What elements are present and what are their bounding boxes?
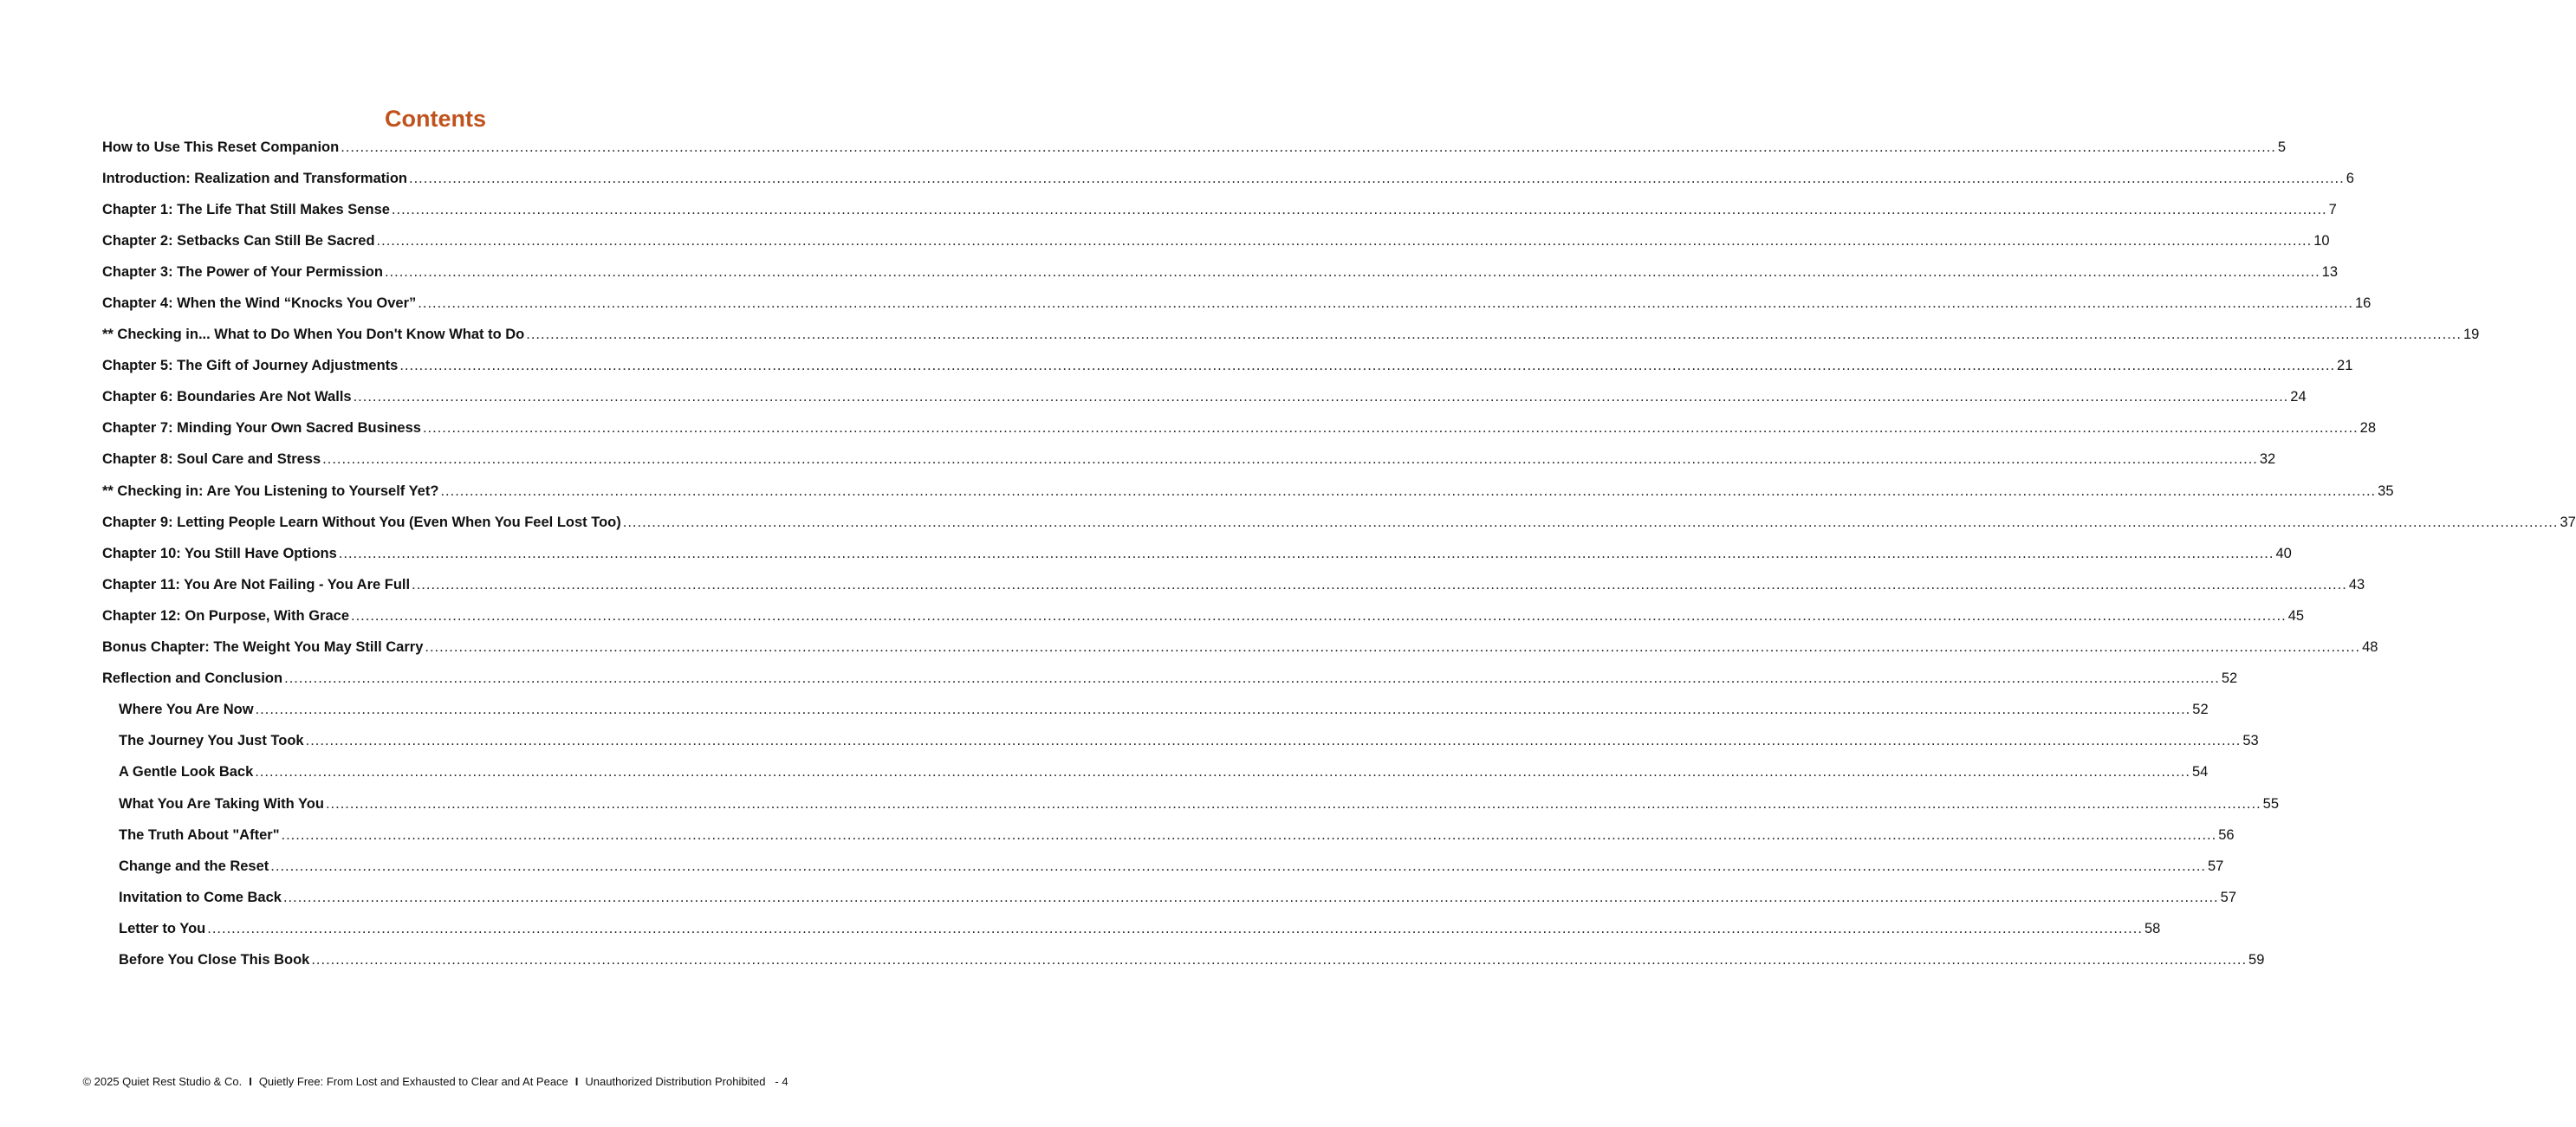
dot-leader: ................................................................................................................................................................................................................................................................................................................................................................................................................ — [391, 201, 2327, 217]
toc-entry[interactable] — [102, 351, 2353, 382]
toc-entry-page-number: 13 — [2321, 263, 2339, 280]
toc-entry-page-number: 52 — [2192, 702, 2209, 718]
toc-entry-label: Introduction: Realization and Transformation — [102, 170, 408, 186]
toc-entry-label: A Gentle Look Back — [119, 764, 254, 780]
table-of-contents — [102, 132, 2576, 976]
toc-entry[interactable] — [102, 194, 2337, 225]
toc-entry-page-number: 56 — [2218, 826, 2235, 843]
dot-leader: ................................................................................................................................................................................................................................................................................................................................................................................................................ — [526, 327, 2462, 343]
dot-leader: ................................................................................................................................................................................................................................................................................................................................................................................................................ — [311, 951, 2248, 968]
dot-leader: ................................................................................................................................................................................................................................................................................................................................................................................................................ — [351, 607, 2287, 624]
dot-leader: ................................................................................................................................................................................................................................................................................................................................................................................................................ — [255, 764, 2190, 780]
toc-entry[interactable] — [102, 851, 2224, 882]
dot-leader: ................................................................................................................................................................................................................................................................................................................................................................................................................ — [322, 451, 2258, 468]
toc-entry-label: Chapter 2: Setbacks Can Still Be Sacred — [102, 232, 375, 249]
toc-entry-label: Letter to You — [119, 920, 206, 936]
toc-entry-label: Chapter 4: When the Wind “Knocks You Over” — [102, 295, 417, 312]
dot-leader: ................................................................................................................................................................................................................................................................................................................................................................................................................ — [305, 733, 2242, 749]
toc-entry[interactable] — [102, 288, 2372, 319]
dot-leader: ................................................................................................................................................................................................................................................................................................................................................................................................................ — [255, 702, 2191, 718]
toc-entry-label: Bonus Chapter: The Weight You May Still Carry — [102, 639, 424, 656]
toc-entry-page-number: 53 — [2242, 733, 2259, 749]
toc-entry[interactable] — [102, 320, 2480, 351]
toc-entry-label: Reflection and Conclusion — [102, 670, 283, 687]
toc-entry-label: The Truth About "After" — [119, 826, 280, 843]
toc-entry-label: Chapter 6: Boundaries Are Not Walls — [102, 389, 352, 405]
toc-entry-page-number: 5 — [2277, 139, 2287, 155]
dot-leader: ................................................................................................................................................................................................................................................................................................................................................................................................................ — [440, 483, 2377, 499]
footer-separator: I — [574, 1075, 579, 1088]
toc-entry-label: Chapter 7: Minding Your Own Sacred Business — [102, 420, 421, 437]
toc-entry-label: Chapter 10: You Still Have Options — [102, 545, 337, 561]
toc-entry-label: How to Use This Reset Companion — [102, 139, 340, 155]
toc-entry-label: Invitation to Come Back — [119, 889, 282, 905]
toc-entry-page-number: 48 — [2362, 639, 2378, 656]
toc-entry-page-number: 24 — [2290, 389, 2307, 405]
toc-entry-page-number: 52 — [2221, 670, 2238, 687]
footer-notice: Unauthorized Distribution Prohibited — [585, 1075, 766, 1088]
toc-entry-label: Change and the Reset — [119, 858, 269, 874]
dot-leader: ................................................................................................................................................................................................................................................................................................................................................................................................................ — [384, 263, 2320, 280]
toc-entry-page-number: 6 — [2346, 170, 2354, 186]
toc-entry[interactable] — [102, 413, 2377, 444]
footer-separator: I — [249, 1075, 252, 1088]
toc-entry-label: Chapter 5: The Gift of Journey Adjustments — [102, 358, 399, 374]
toc-entry-label: Chapter 8: Soul Care and Stress — [102, 451, 321, 468]
toc-entry-label: ** Checking in: Are You Listening to Yourself Yet? — [102, 483, 439, 499]
toc-entry-page-number: 40 — [2275, 545, 2292, 561]
toc-entry-page-number: 54 — [2191, 764, 2209, 780]
dot-leader: ................................................................................................................................................................................................................................................................................................................................................................................................................ — [353, 389, 2289, 405]
toc-entry[interactable] — [102, 382, 2307, 413]
toc-entry-page-number: 37 — [2560, 514, 2576, 530]
toc-entry-label: The Journey You Just Took — [119, 733, 304, 749]
toc-entry[interactable] — [102, 569, 2365, 600]
toc-entry[interactable] — [102, 726, 2259, 757]
toc-entry-page-number: 7 — [2328, 201, 2337, 217]
footer-copyright: © 2025 Quiet Rest Studio & Co. — [82, 1075, 243, 1088]
toc-entry-label: Chapter 1: The Life That Still Makes Sense — [102, 201, 390, 217]
dot-leader: ................................................................................................................................................................................................................................................................................................................................................................................................................ — [338, 545, 2274, 561]
dot-leader: ................................................................................................................................................................................................................................................................................................................................................................................................................ — [399, 358, 2336, 374]
toc-entry[interactable] — [102, 664, 2238, 695]
toc-entry-label: Chapter 12: On Purpose, With Grace — [102, 607, 349, 624]
page-title: Contents — [385, 106, 486, 132]
dot-leader: ................................................................................................................................................................................................................................................................................................................................................................................................................ — [622, 514, 2559, 530]
dot-leader: ................................................................................................................................................................................................................................................................................................................................................................................................................ — [341, 139, 2276, 155]
toc-entry[interactable] — [102, 132, 2287, 163]
dot-leader: ................................................................................................................................................................................................................................................................................................................................................................................................................ — [376, 232, 2313, 249]
dot-leader: ................................................................................................................................................................................................................................................................................................................................................................................................................ — [207, 920, 2143, 936]
toc-entry-label: Before You Close This Book — [119, 951, 310, 968]
toc-entry-page-number: 58 — [2144, 920, 2161, 936]
toc-entry-page-number: 35 — [2378, 483, 2394, 499]
footer-book-title: Quietly Free: From Lost and Exhausted to Clear and At Peace — [258, 1075, 568, 1088]
toc-entry[interactable] — [102, 882, 2237, 913]
toc-entry[interactable] — [102, 819, 2235, 851]
toc-entry-label: Where You Are Now — [119, 702, 254, 718]
toc-entry-page-number: 57 — [2220, 889, 2237, 905]
toc-entry-label: Chapter 3: The Power of Your Permission — [102, 263, 383, 280]
toc-entry-page-number: 55 — [2262, 795, 2280, 812]
toc-entry[interactable] — [102, 538, 2292, 569]
toc-entry[interactable] — [102, 695, 2209, 726]
toc-entry[interactable] — [102, 256, 2339, 288]
page-footer — [0, 1075, 871, 1088]
toc-entry[interactable] — [102, 788, 2280, 819]
toc-entry-page-number: 19 — [2462, 327, 2480, 343]
dot-leader: ................................................................................................................................................................................................................................................................................................................................................................................................................ — [281, 826, 2217, 843]
toc-entry-page-number: 21 — [2337, 358, 2353, 374]
toc-entry-label: Chapter 11: You Are Not Failing - You Are Full — [102, 576, 411, 593]
toc-entry[interactable] — [102, 225, 2330, 256]
toc-entry[interactable] — [102, 163, 2354, 194]
footer-page-number: - 4 — [775, 1075, 788, 1088]
dot-leader: ................................................................................................................................................................................................................................................................................................................................................................................................................ — [418, 295, 2353, 312]
toc-entry[interactable] — [102, 444, 2276, 476]
dot-leader: ................................................................................................................................................................................................................................................................................................................................................................................................................ — [425, 639, 2361, 656]
dot-leader: ................................................................................................................................................................................................................................................................................................................................................................................................................ — [422, 420, 2359, 437]
toc-entry[interactable] — [102, 944, 2265, 975]
toc-entry[interactable] — [102, 476, 2394, 507]
toc-entry-page-number: 32 — [2259, 451, 2276, 468]
toc-entry-label: What You Are Taking With You — [119, 795, 324, 812]
toc-entry[interactable] — [102, 600, 2305, 632]
dot-leader: ................................................................................................................................................................................................................................................................................................................................................................................................................ — [409, 170, 2345, 186]
toc-entry-page-number: 57 — [2208, 858, 2224, 874]
toc-entry-page-number: 10 — [2313, 232, 2330, 249]
dot-leader: ................................................................................................................................................................................................................................................................................................................................................................................................................ — [282, 889, 2219, 905]
toc-entry-page-number: 59 — [2248, 951, 2265, 968]
toc-entry-label: ** Checking in... What to Do When You Don't Know What to Do — [102, 327, 525, 343]
dot-leader: ................................................................................................................................................................................................................................................................................................................................................................................................................ — [325, 795, 2261, 812]
toc-entry[interactable] — [102, 507, 2576, 538]
toc-entry-label: Chapter 9: Letting People Learn Without You (Even When You Feel Lost Too) — [102, 514, 621, 530]
toc-entry[interactable] — [102, 913, 2161, 944]
dot-leader: ................................................................................................................................................................................................................................................................................................................................................................................................................ — [284, 670, 2220, 687]
toc-entry[interactable] — [102, 757, 2209, 788]
toc-entry[interactable] — [102, 632, 2378, 664]
dot-leader: ................................................................................................................................................................................................................................................................................................................................................................................................................ — [270, 858, 2206, 874]
dot-leader: ................................................................................................................................................................................................................................................................................................................................................................................................................ — [412, 576, 2347, 593]
toc-entry-page-number: 28 — [2359, 420, 2377, 437]
toc-entry-page-number: 43 — [2348, 576, 2365, 593]
toc-entry-page-number: 16 — [2355, 295, 2372, 312]
toc-entry-page-number: 45 — [2287, 607, 2305, 624]
